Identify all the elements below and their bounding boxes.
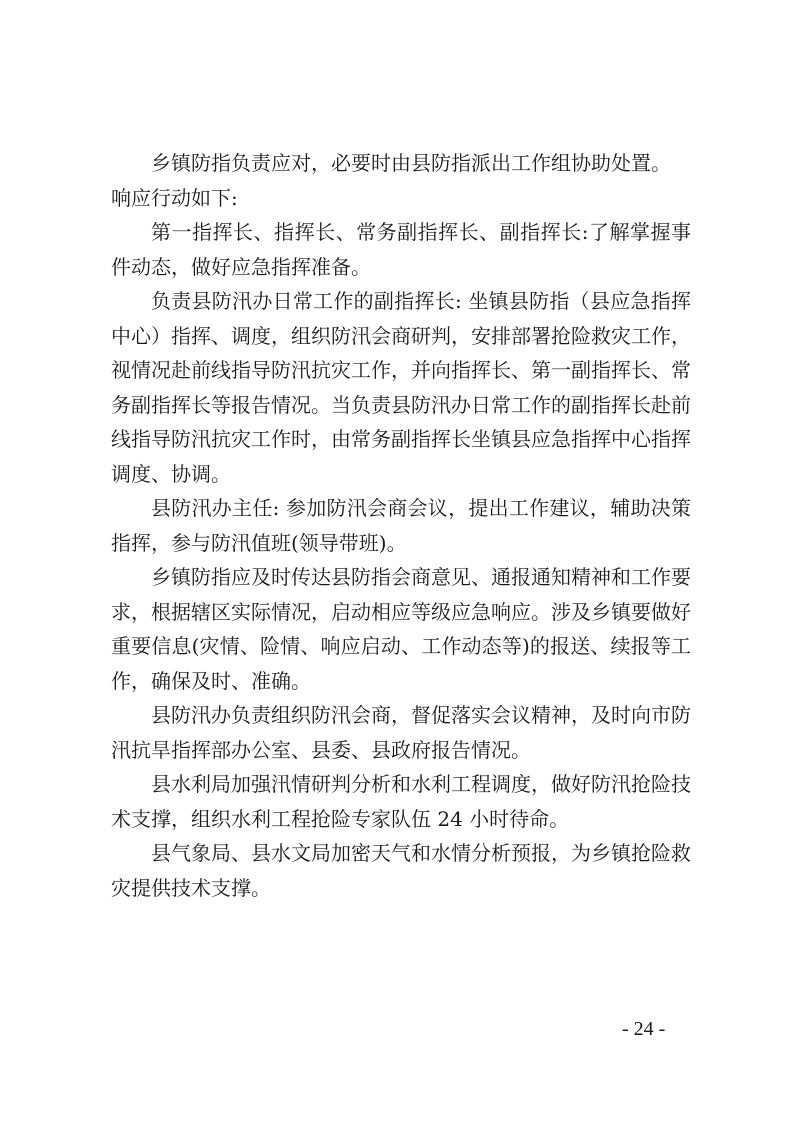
- paragraph: 县气象局、县水文局加密天气和水情分析预报，为乡镇抢险救灾提供技术支撑。: [111, 841, 691, 900]
- paragraph: 响应行动如下:: [111, 185, 238, 210]
- page-number: - 24 -: [622, 1018, 666, 1040]
- paragraph: 负责县防汛办日常工作的副指挥长: 坐镇县防指（县应急指挥中心）指挥、调度，组织防汛会商研判，安排部署抢险救灾工作，视情况赴前线指导防汛抗灾工作，并向指挥长、第一副指挥长、常务副指挥长等报告情况。当负责县防汛办日常工作的副指挥长赴前线指导防汛抗灾工作时，由常务副指挥长坐镇县应急指挥中心指挥调度、协调。: [111, 289, 691, 486]
- paragraph: 乡镇防指负责应对，必要时由县防指派出工作组协助处置。: [151, 151, 671, 175]
- document-body: [111, 146, 691, 905]
- paragraph: 乡镇防指应及时传达县防指会商意见、通报通知精神和工作要求，根据辖区实际情况，启动相应等级应急响应。涉及乡镇要做好重要信息(灾情、险情、响应启动、工作动态等)的报送、续报等工作，确保及时、准确。: [111, 565, 691, 693]
- paragraph: 县防汛办负责组织防汛会商，督促落实会议精神，及时向市防汛抗旱指挥部办公室、县委、县政府报告情况。: [111, 703, 691, 762]
- paragraph: 第一指挥长、指挥长、常务副指挥长、副指挥长:了解掌握事件动态，做好应急指挥准备。: [111, 220, 691, 279]
- paragraph: 县水利局加强汛情研判分析和水利工程调度，做好防汛抢险技术支撑，组织水利工程抢险专家队伍 24 小时待命。: [111, 772, 691, 831]
- paragraph: 县防汛办主任: 参加防汛会商会议，提出工作建议，辅助决策指挥，参与防汛值班(领导带班)。: [111, 496, 691, 555]
